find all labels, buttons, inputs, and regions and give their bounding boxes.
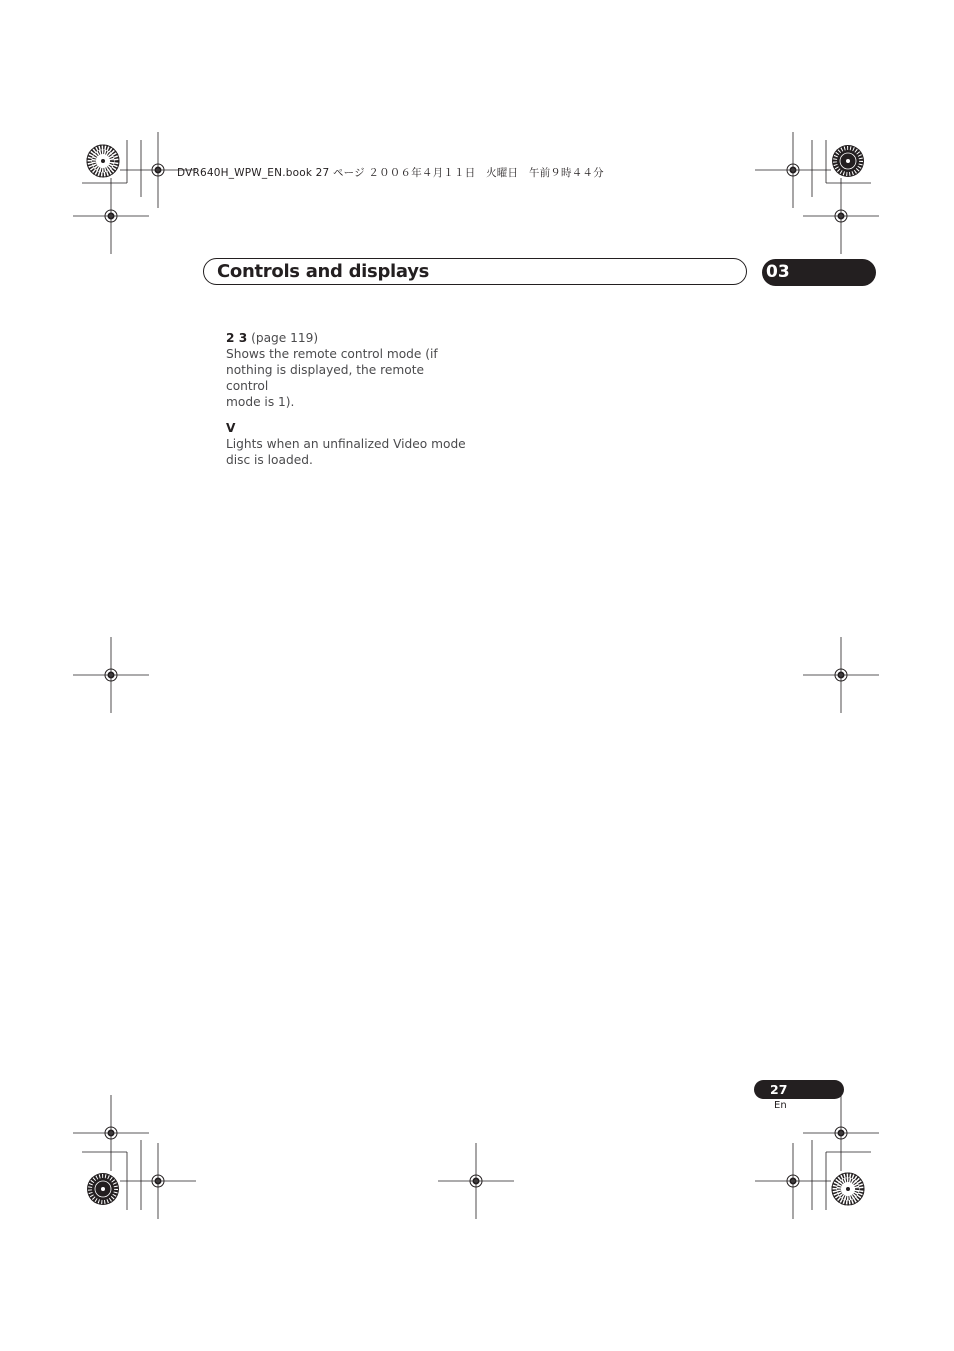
item-description-line: nothing is displayed, the remote control	[226, 363, 424, 393]
item-heading: 2 3	[226, 331, 248, 345]
registration-mark	[755, 1143, 831, 1219]
item-description-line: mode is 1).	[226, 395, 295, 409]
item-heading: V	[226, 421, 236, 435]
item-description-line: disc is loaded.	[226, 453, 313, 467]
page-reference: (page 119)	[251, 331, 319, 345]
registration-mark	[803, 637, 879, 713]
starburst-mark-top-right	[832, 145, 864, 177]
registration-mark	[120, 1143, 196, 1219]
print-header-slug: DVR640H_WPW_EN.book 27 ページ ２００６年４月１１日 火曜日 午前９時４４分	[177, 167, 604, 179]
language-label: En	[774, 1100, 787, 1111]
main-content	[226, 330, 466, 468]
list-item	[226, 330, 466, 410]
starburst-mark-bottom-right	[832, 1173, 864, 1205]
registration-mark	[438, 1143, 514, 1219]
item-description-line: Shows the remote control mode (if	[226, 347, 438, 361]
starburst-mark-bottom-left	[87, 1173, 119, 1205]
registration-mark	[803, 1095, 879, 1171]
page-number-tab	[754, 1080, 844, 1099]
registration-mark	[73, 1095, 149, 1171]
registration-mark	[803, 178, 879, 254]
page-number: 27	[770, 1082, 788, 1097]
registration-mark	[73, 637, 149, 713]
item-description-line: Lights when an unfinalized Video mode	[226, 437, 466, 451]
chapter-number: 03	[766, 262, 790, 282]
registration-mark	[73, 178, 149, 254]
starburst-mark-top-left	[87, 145, 119, 177]
registration-mark	[755, 132, 831, 208]
list-item	[226, 420, 466, 468]
section-title: Controls and displays	[217, 261, 430, 282]
